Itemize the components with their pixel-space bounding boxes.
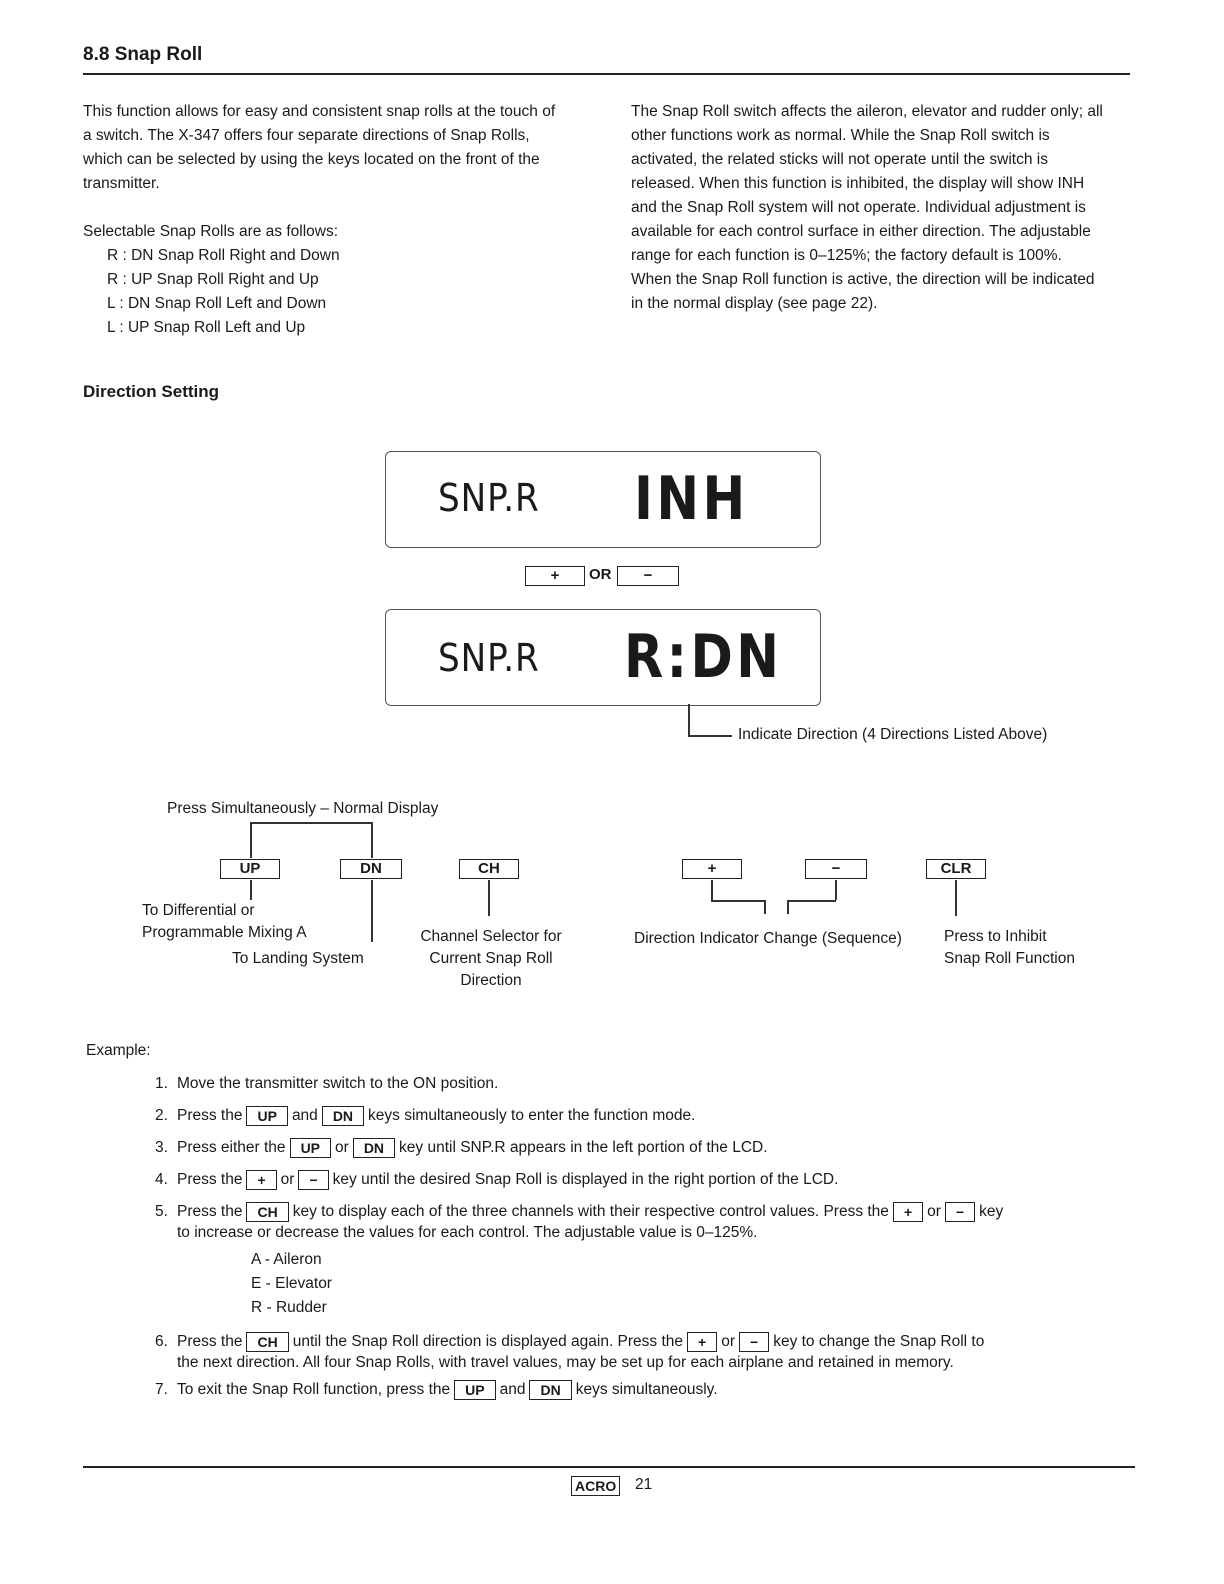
- intro-line: The Snap Roll switch affects the aileron, elevator and rudder only; all: [631, 103, 1103, 120]
- dn-connector: [371, 880, 373, 942]
- plusminus-note: Direction Indicator Change (Sequence): [634, 930, 902, 947]
- step-number: 2.: [155, 1107, 168, 1124]
- step-number: 4.: [155, 1171, 168, 1188]
- indicator-line: [688, 704, 690, 736]
- page-number: 21: [635, 1476, 653, 1493]
- ch-note: [408, 926, 574, 992]
- step-fragment: keys simultaneously to enter the function mode.: [368, 1107, 696, 1124]
- intro-line: other functions work as normal. While the Snap Roll switch is: [631, 127, 1050, 144]
- step-fragment: and: [291, 1107, 318, 1124]
- bracket-line: [250, 822, 372, 824]
- step-fragment: or: [927, 1203, 941, 1220]
- step-fragment: key to display each of the three channels with their respective control values. Press the: [292, 1203, 889, 1220]
- step-text: [177, 1374, 1135, 1406]
- step-fragment: Press the: [177, 1171, 243, 1188]
- step-3: [155, 1132, 1135, 1164]
- plus-connector: [711, 900, 765, 902]
- minus-connector: [787, 900, 789, 914]
- lcd-display-bottom: [385, 609, 821, 706]
- dn-key[interactable]: DN: [529, 1380, 571, 1400]
- selectable-item: R : UP Snap Roll Right and Up: [107, 271, 319, 288]
- step-text: [177, 1326, 1135, 1374]
- indicator-line: [688, 735, 732, 737]
- selectable-item: L : UP Snap Roll Left and Up: [107, 319, 306, 336]
- intro-line: released. When this function is inhibited, the display will show INH: [631, 175, 1085, 192]
- intro-line: and the Snap Roll system will not operate. Individual adjustment is: [631, 199, 1086, 216]
- control-item: R - Rudder: [251, 1299, 327, 1316]
- plus-connector: [764, 900, 766, 914]
- clr-note-line: Snap Roll Function: [944, 950, 1075, 967]
- step-number: 7.: [155, 1381, 168, 1398]
- step-5: [155, 1196, 1135, 1326]
- selectable-item: L : DN Snap Roll Left and Down: [107, 295, 327, 312]
- intro-line: available for each control surface in either direction. The adjustable: [631, 223, 1091, 240]
- step-text: [177, 1196, 1135, 1326]
- step-number: 3.: [155, 1139, 168, 1156]
- plus-key[interactable]: +: [687, 1332, 717, 1352]
- dn-key[interactable]: DN: [322, 1106, 364, 1126]
- lcd-top-left-text: SNP.R: [438, 476, 540, 520]
- indicate-direction-note: Indicate Direction (4 Directions Listed Above): [738, 726, 1048, 743]
- ch-note-line: Direction: [460, 972, 522, 989]
- step-fragment: Press the: [177, 1107, 243, 1124]
- control-list: [251, 1248, 1135, 1320]
- minus-key[interactable]: −: [298, 1170, 328, 1190]
- clr-note: [944, 926, 1075, 970]
- minus-key[interactable]: −: [945, 1202, 975, 1222]
- step-text: [177, 1132, 1135, 1164]
- up-note-line: To Differential or: [142, 902, 255, 919]
- plus-key[interactable]: +: [682, 859, 742, 879]
- lcd-bottom-right-text: R:DN: [624, 622, 783, 692]
- step-6: [155, 1326, 1135, 1374]
- header-rule: [83, 73, 1130, 75]
- step-2: [155, 1100, 1135, 1132]
- plus-key[interactable]: +: [893, 1202, 923, 1222]
- step-fragment: or: [335, 1139, 349, 1156]
- step-fragment: key: [979, 1203, 1004, 1220]
- minus-connector: [835, 880, 837, 900]
- clr-note-line: Press to Inhibit: [944, 928, 1047, 945]
- step-4: [155, 1164, 1135, 1196]
- control-item: E - Elevator: [251, 1275, 332, 1292]
- clr-connector: [955, 880, 957, 916]
- plus-connector: [711, 880, 713, 900]
- up-key[interactable]: UP: [246, 1106, 287, 1126]
- lcd-top-right-text: INH: [634, 464, 749, 534]
- intro-line: activated, the related sticks will not operate until the switch is: [631, 151, 1048, 168]
- lcd-bottom-left-text: SNP.R: [438, 636, 540, 680]
- step-1: [155, 1068, 1135, 1100]
- up-connector: [250, 880, 252, 900]
- intro-line: a switch. The X-347 offers four separate directions of Snap Rolls,: [83, 127, 530, 144]
- clr-key[interactable]: CLR: [926, 859, 986, 879]
- or-label: OR: [589, 566, 612, 583]
- press-simultaneously-label: Press Simultaneously – Normal Display: [167, 800, 439, 817]
- direction-setting-title: Direction Setting: [83, 382, 220, 401]
- step-fragment: Press either the: [177, 1139, 286, 1156]
- step-number: 1.: [155, 1075, 168, 1092]
- plus-key[interactable]: +: [525, 566, 585, 586]
- step-fragment: until the Snap Roll direction is displayed again. Press the: [292, 1333, 684, 1350]
- ch-note-line: Channel Selector for: [420, 928, 562, 945]
- minus-key[interactable]: −: [805, 859, 867, 879]
- acro-mode-badge: ACRO: [571, 1476, 620, 1496]
- minus-key[interactable]: −: [739, 1332, 769, 1352]
- step-fragment: key to change the Snap Roll to: [773, 1333, 985, 1350]
- ch-note-line: Current Snap Roll: [429, 950, 553, 967]
- up-note-line: Programmable Mixing A: [142, 924, 307, 941]
- step-fragment: or: [721, 1333, 736, 1350]
- intro-right: [631, 100, 1151, 316]
- step-fragment: key until SNP.R appears in the left portion of the LCD.: [399, 1139, 768, 1156]
- step-7: [155, 1374, 1135, 1406]
- step-fragment: key until the desired Snap Roll is displayed in the right portion of the LCD.: [332, 1171, 839, 1188]
- step-fragment: and: [499, 1381, 526, 1398]
- ch-key[interactable]: CH: [459, 859, 519, 879]
- intro-line: range for each function is 0–125%; the factory default is 100%.: [631, 247, 1062, 264]
- step-number: 6.: [155, 1333, 168, 1350]
- ch-connector: [488, 880, 490, 916]
- step-fragment: or: [280, 1171, 295, 1188]
- intro-line: When the Snap Roll function is active, the direction will be indicated: [631, 271, 1095, 288]
- plus-key[interactable]: +: [246, 1170, 276, 1190]
- step-text: [177, 1164, 1135, 1196]
- intro-line: in the normal display (see page 22).: [631, 295, 878, 312]
- dn-key[interactable]: DN: [340, 859, 402, 879]
- up-key[interactable]: UP: [220, 859, 280, 879]
- bracket-line: [371, 822, 373, 858]
- selectable-item: R : DN Snap Roll Right and Down: [107, 247, 340, 264]
- ch-key[interactable]: CH: [246, 1202, 288, 1222]
- bracket-line: [250, 822, 252, 858]
- step-text: Move the transmitter switch to the ON position.: [177, 1075, 499, 1092]
- example-steps: [155, 1068, 1135, 1406]
- intro-line: which can be selected by using the keys located on the front of the: [83, 151, 540, 168]
- intro-line: transmitter.: [83, 175, 160, 192]
- ch-key[interactable]: CH: [246, 1332, 288, 1352]
- control-item: A - Aileron: [251, 1251, 322, 1268]
- step-number: 5.: [155, 1203, 168, 1220]
- step-continuation: the next direction. All four Snap Rolls, with travel values, may be set up for each airplane and retained in memory.: [177, 1354, 954, 1371]
- step-continuation: to increase or decrease the values for each control. The adjustable value is 0–125%.: [177, 1224, 758, 1241]
- up-key[interactable]: UP: [290, 1138, 331, 1158]
- intro-left: [83, 100, 603, 340]
- step-text: [177, 1100, 1135, 1132]
- intro-line: This function allows for easy and consistent snap rolls at the touch of: [83, 103, 556, 120]
- dn-note: To Landing System: [232, 950, 364, 967]
- section-title: 8.8 Snap Roll: [83, 44, 203, 65]
- lcd-display-top: [385, 451, 821, 548]
- dn-key[interactable]: DN: [353, 1138, 395, 1158]
- up-key[interactable]: UP: [454, 1380, 495, 1400]
- minus-connector: [787, 900, 836, 902]
- step-fragment: keys simultaneously.: [575, 1381, 718, 1398]
- step-fragment: Press the: [177, 1333, 243, 1350]
- selectable-heading: Selectable Snap Rolls are as follows:: [83, 223, 339, 240]
- step-fragment: Press the: [177, 1203, 243, 1220]
- footer-rule: [83, 1466, 1135, 1468]
- minus-key[interactable]: −: [617, 566, 679, 586]
- step-fragment: To exit the Snap Roll function, press the: [177, 1381, 451, 1398]
- example-label: Example:: [86, 1042, 151, 1059]
- up-note: [142, 900, 307, 944]
